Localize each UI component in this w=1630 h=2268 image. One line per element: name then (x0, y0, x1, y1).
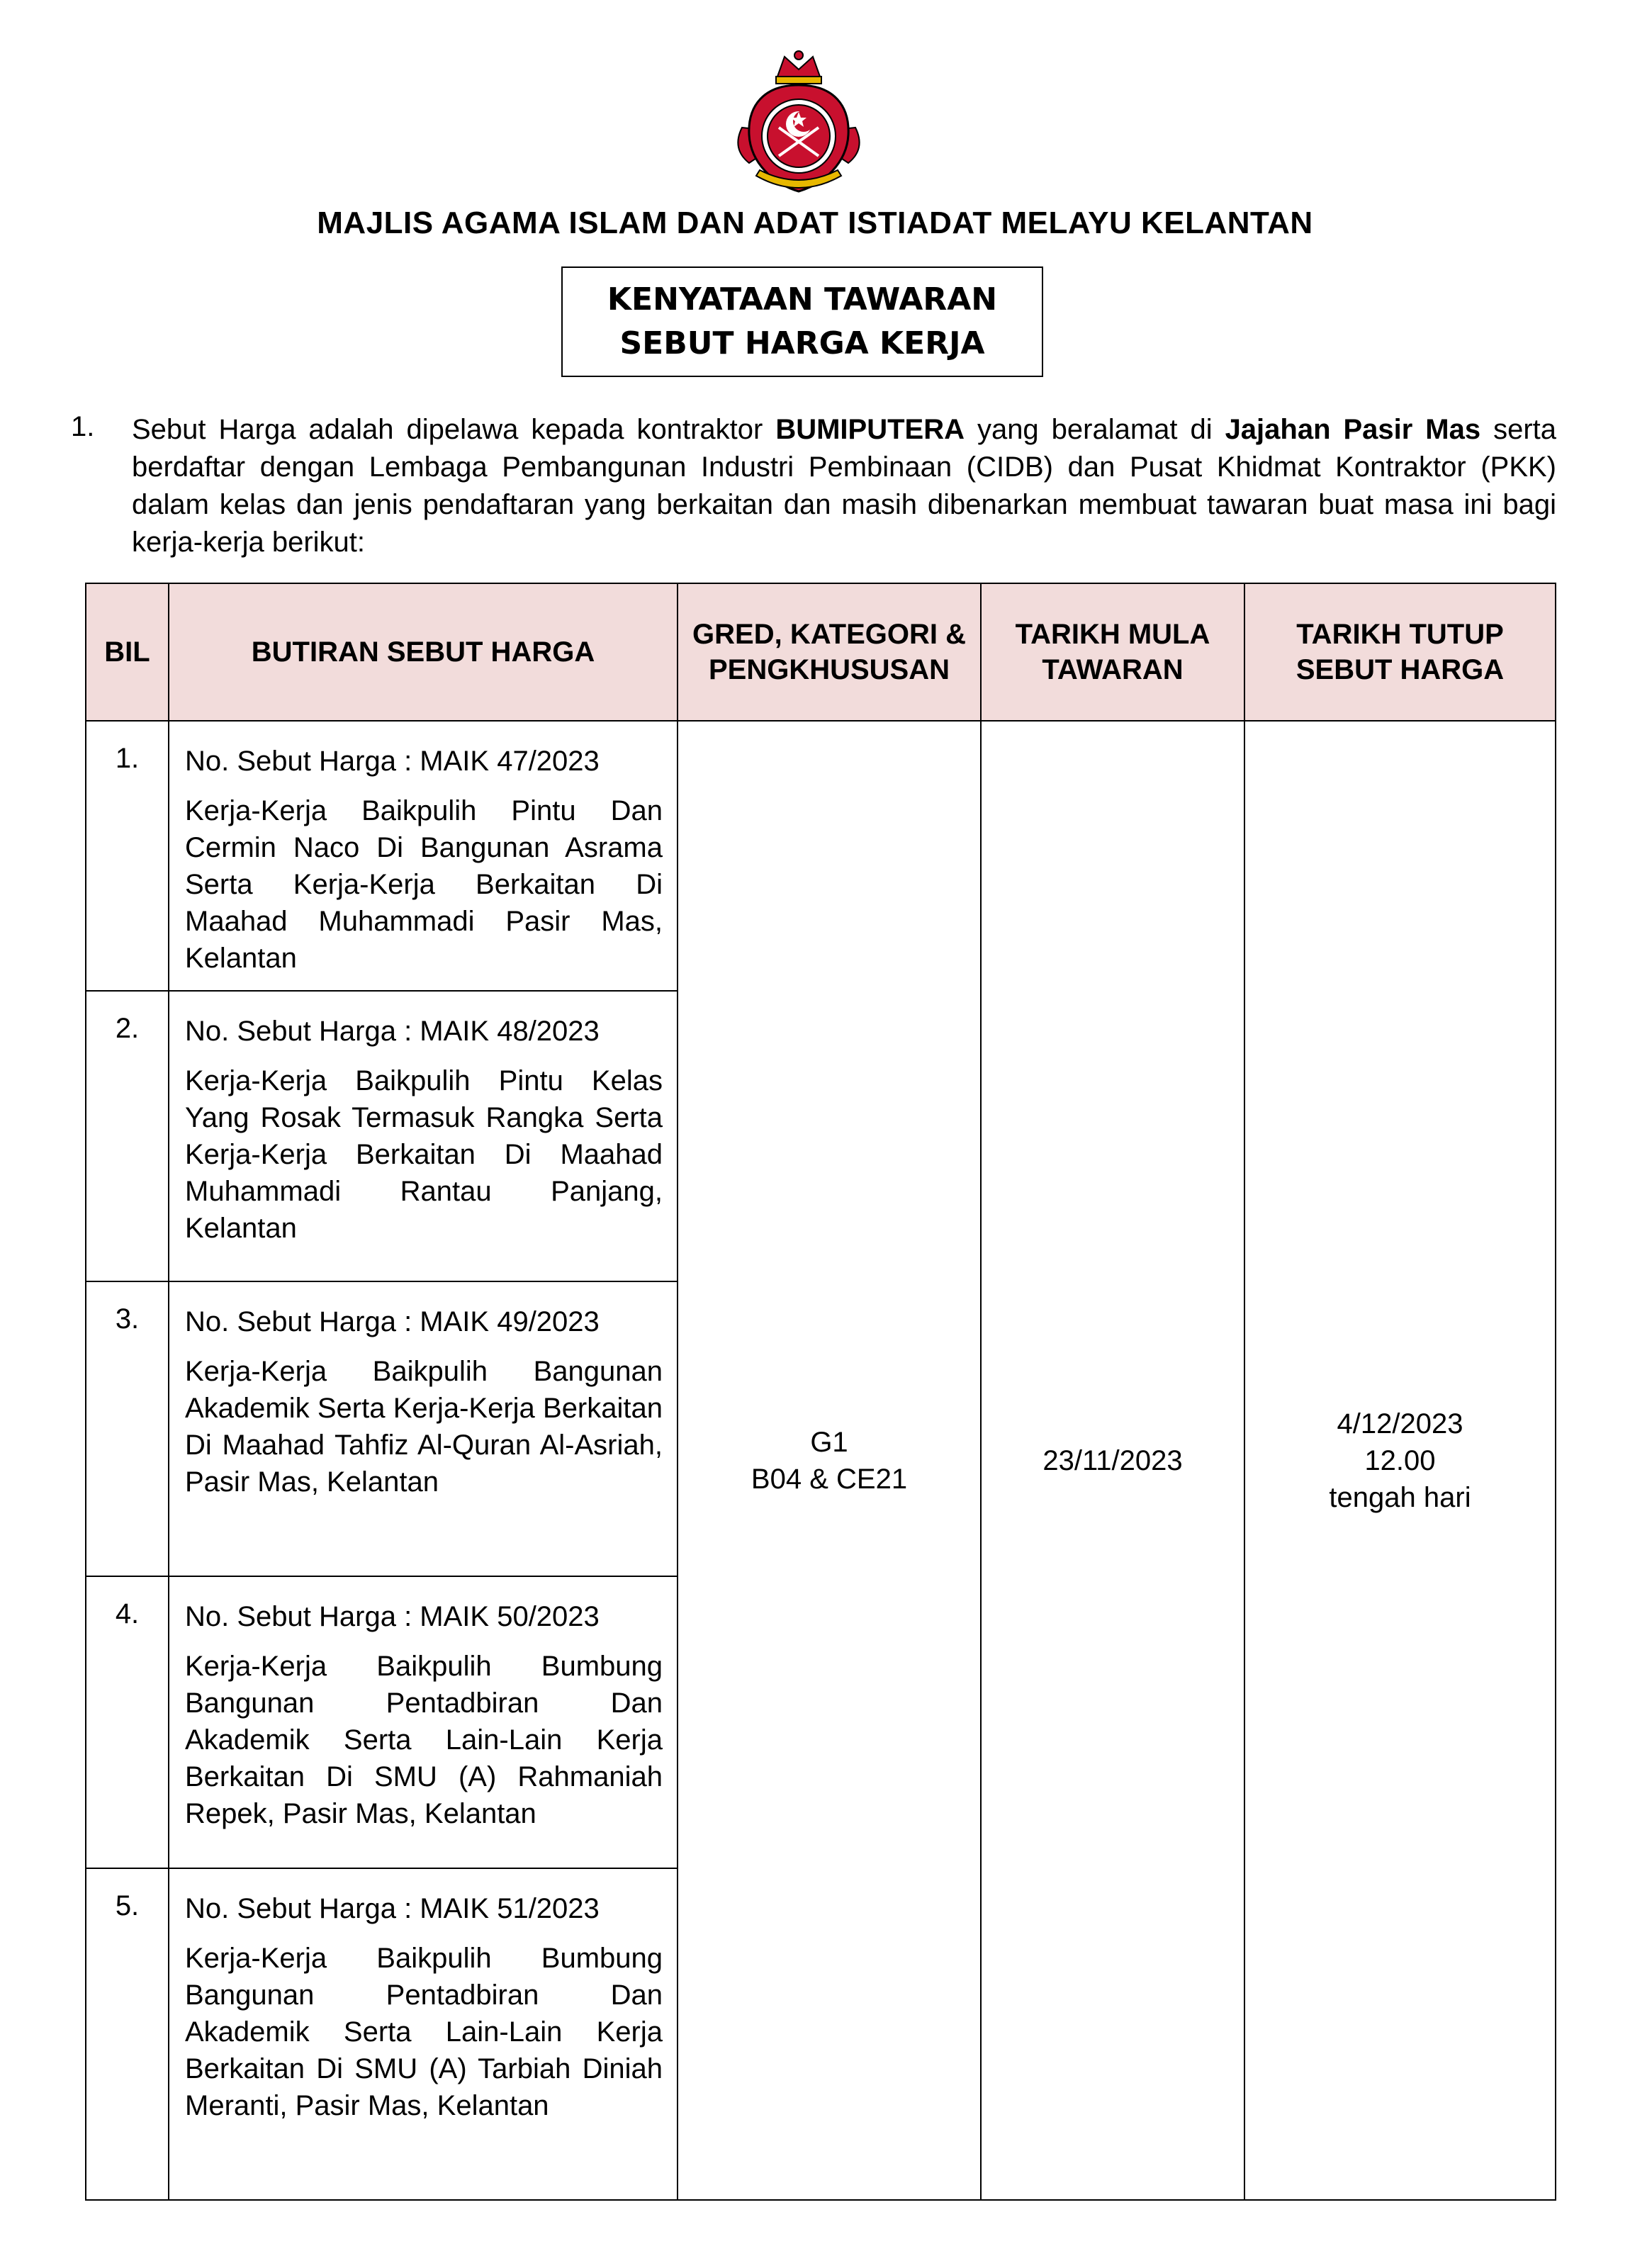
header-bil: BIL (86, 583, 169, 721)
row-butiran (169, 1868, 678, 2200)
gred-value: G1 (810, 1426, 848, 1458)
tarikh-tutup-period: tengah hari (1329, 1481, 1471, 1513)
header-butiran: BUTIRAN SEBUT HARGA (169, 583, 678, 721)
intro-text-3: serta berdaftar dengan Lembaga Pembangunan Industri Pembinaan (CIDB) dan Pusat Khidmat Kontraktor (PKK) dalam kelas dan jenis pendaftaran yang berkaitan dan masih dibenarkan membuat tawaran buat masa ini bagi kerja-kerja berikut: (132, 414, 1556, 558)
kategori-value: B04 & CE21 (751, 1463, 908, 1495)
document-title-line2: SEBUT HARGA KERJA (619, 325, 985, 361)
row-bil: 3. (86, 1281, 169, 1576)
document-title-line1: KENYATAAN TAWARAN (607, 281, 998, 318)
table-header-row (86, 583, 1556, 721)
row-work-description: Kerja-Kerja Baikpulih Pintu Dan Cermin Naco Di Bangunan Asrama Serta Kerja-Kerja Berkaitan Di Maahad Muhammadi Pasir Mas, Kelantan (185, 795, 663, 974)
table-row (86, 721, 1556, 991)
intro-text-1: Sebut Harga adalah dipelawa kepada kontraktor (132, 414, 776, 445)
intro-text-2: yang beralamat di (964, 414, 1225, 445)
row-reference: No. Sebut Harga : MAIK 48/2023 (185, 1016, 600, 1047)
row-butiran (169, 991, 678, 1281)
intro-paragraph (132, 411, 1556, 561)
paragraph-number: 1. (71, 411, 95, 442)
row-butiran (169, 1281, 678, 1576)
row-butiran (169, 1576, 678, 1868)
header-tarikh-tutup: TARIKH TUTUP SEBUT HARGA (1244, 583, 1556, 721)
intro-bold-bumiputera: BUMIPUTERA (775, 414, 965, 445)
row-work-description: Kerja-Kerja Baikpulih Bangunan Akademik Serta Kerja-Kerja Berkaitan Di Maahad Tahfiz Al-Quran Al-Asriah, Pasir Mas, Kelantan (185, 1356, 663, 1498)
shared-tarikh-tutup-cell (1244, 721, 1556, 2200)
header-tarikh-mula: TARIKH MULA TAWARAN (981, 583, 1244, 721)
document-title-box (561, 266, 1043, 377)
row-bil: 2. (86, 991, 169, 1281)
row-bil: 1. (86, 721, 169, 991)
row-reference: No. Sebut Harga : MAIK 51/2023 (185, 1893, 600, 1924)
row-bil: 5. (86, 1868, 169, 2200)
row-work-description: Kerja-Kerja Baikpulih Pintu Kelas Yang Rosak Termasuk Rangka Serta Kerja-Kerja Berkaitan Di Maahad Muhammadi Rantau Panjang, Kelantan (185, 1065, 663, 1244)
row-bil: 4. (86, 1576, 169, 1868)
header-gred: GRED, KATEGORI & PENGKHUSUSAN (678, 583, 981, 721)
shared-tarikh-mula-cell (981, 721, 1244, 2200)
tarikh-mula-value: 23/11/2023 (1042, 1444, 1183, 1476)
row-reference: No. Sebut Harga : MAIK 47/2023 (185, 746, 600, 777)
tarikh-tutup-date: 4/12/2023 (1337, 1408, 1463, 1439)
quotation-table (85, 583, 1556, 2201)
crest-logo (728, 50, 870, 198)
organisation-name: MAJLIS AGAMA ISLAM DAN ADAT ISTIADAT MELAYU KELANTAN (317, 206, 1313, 240)
row-reference: No. Sebut Harga : MAIK 49/2023 (185, 1306, 600, 1337)
shared-gred-cell (678, 721, 981, 2200)
row-reference: No. Sebut Harga : MAIK 50/2023 (185, 1601, 600, 1632)
tarikh-tutup-time: 12.00 (1364, 1444, 1436, 1476)
row-butiran (169, 721, 678, 991)
row-work-description: Kerja-Kerja Baikpulih Bumbung Bangunan Pentadbiran Dan Akademik Serta Lain-Lain Kerja Berkaitan Di SMU (A) Rahmaniah Repek, Pasir Mas, Kelantan (185, 1651, 663, 1829)
intro-bold-jajahan: Jajahan Pasir Mas (1225, 414, 1481, 445)
row-work-description: Kerja-Kerja Baikpulih Bumbung Bangunan Pentadbiran Dan Akademik Serta Lain-Lain Kerja Berkaitan Di SMU (A) Tarbiah Diniah Meranti, Pasir Mas, Kelantan (185, 1943, 663, 2121)
